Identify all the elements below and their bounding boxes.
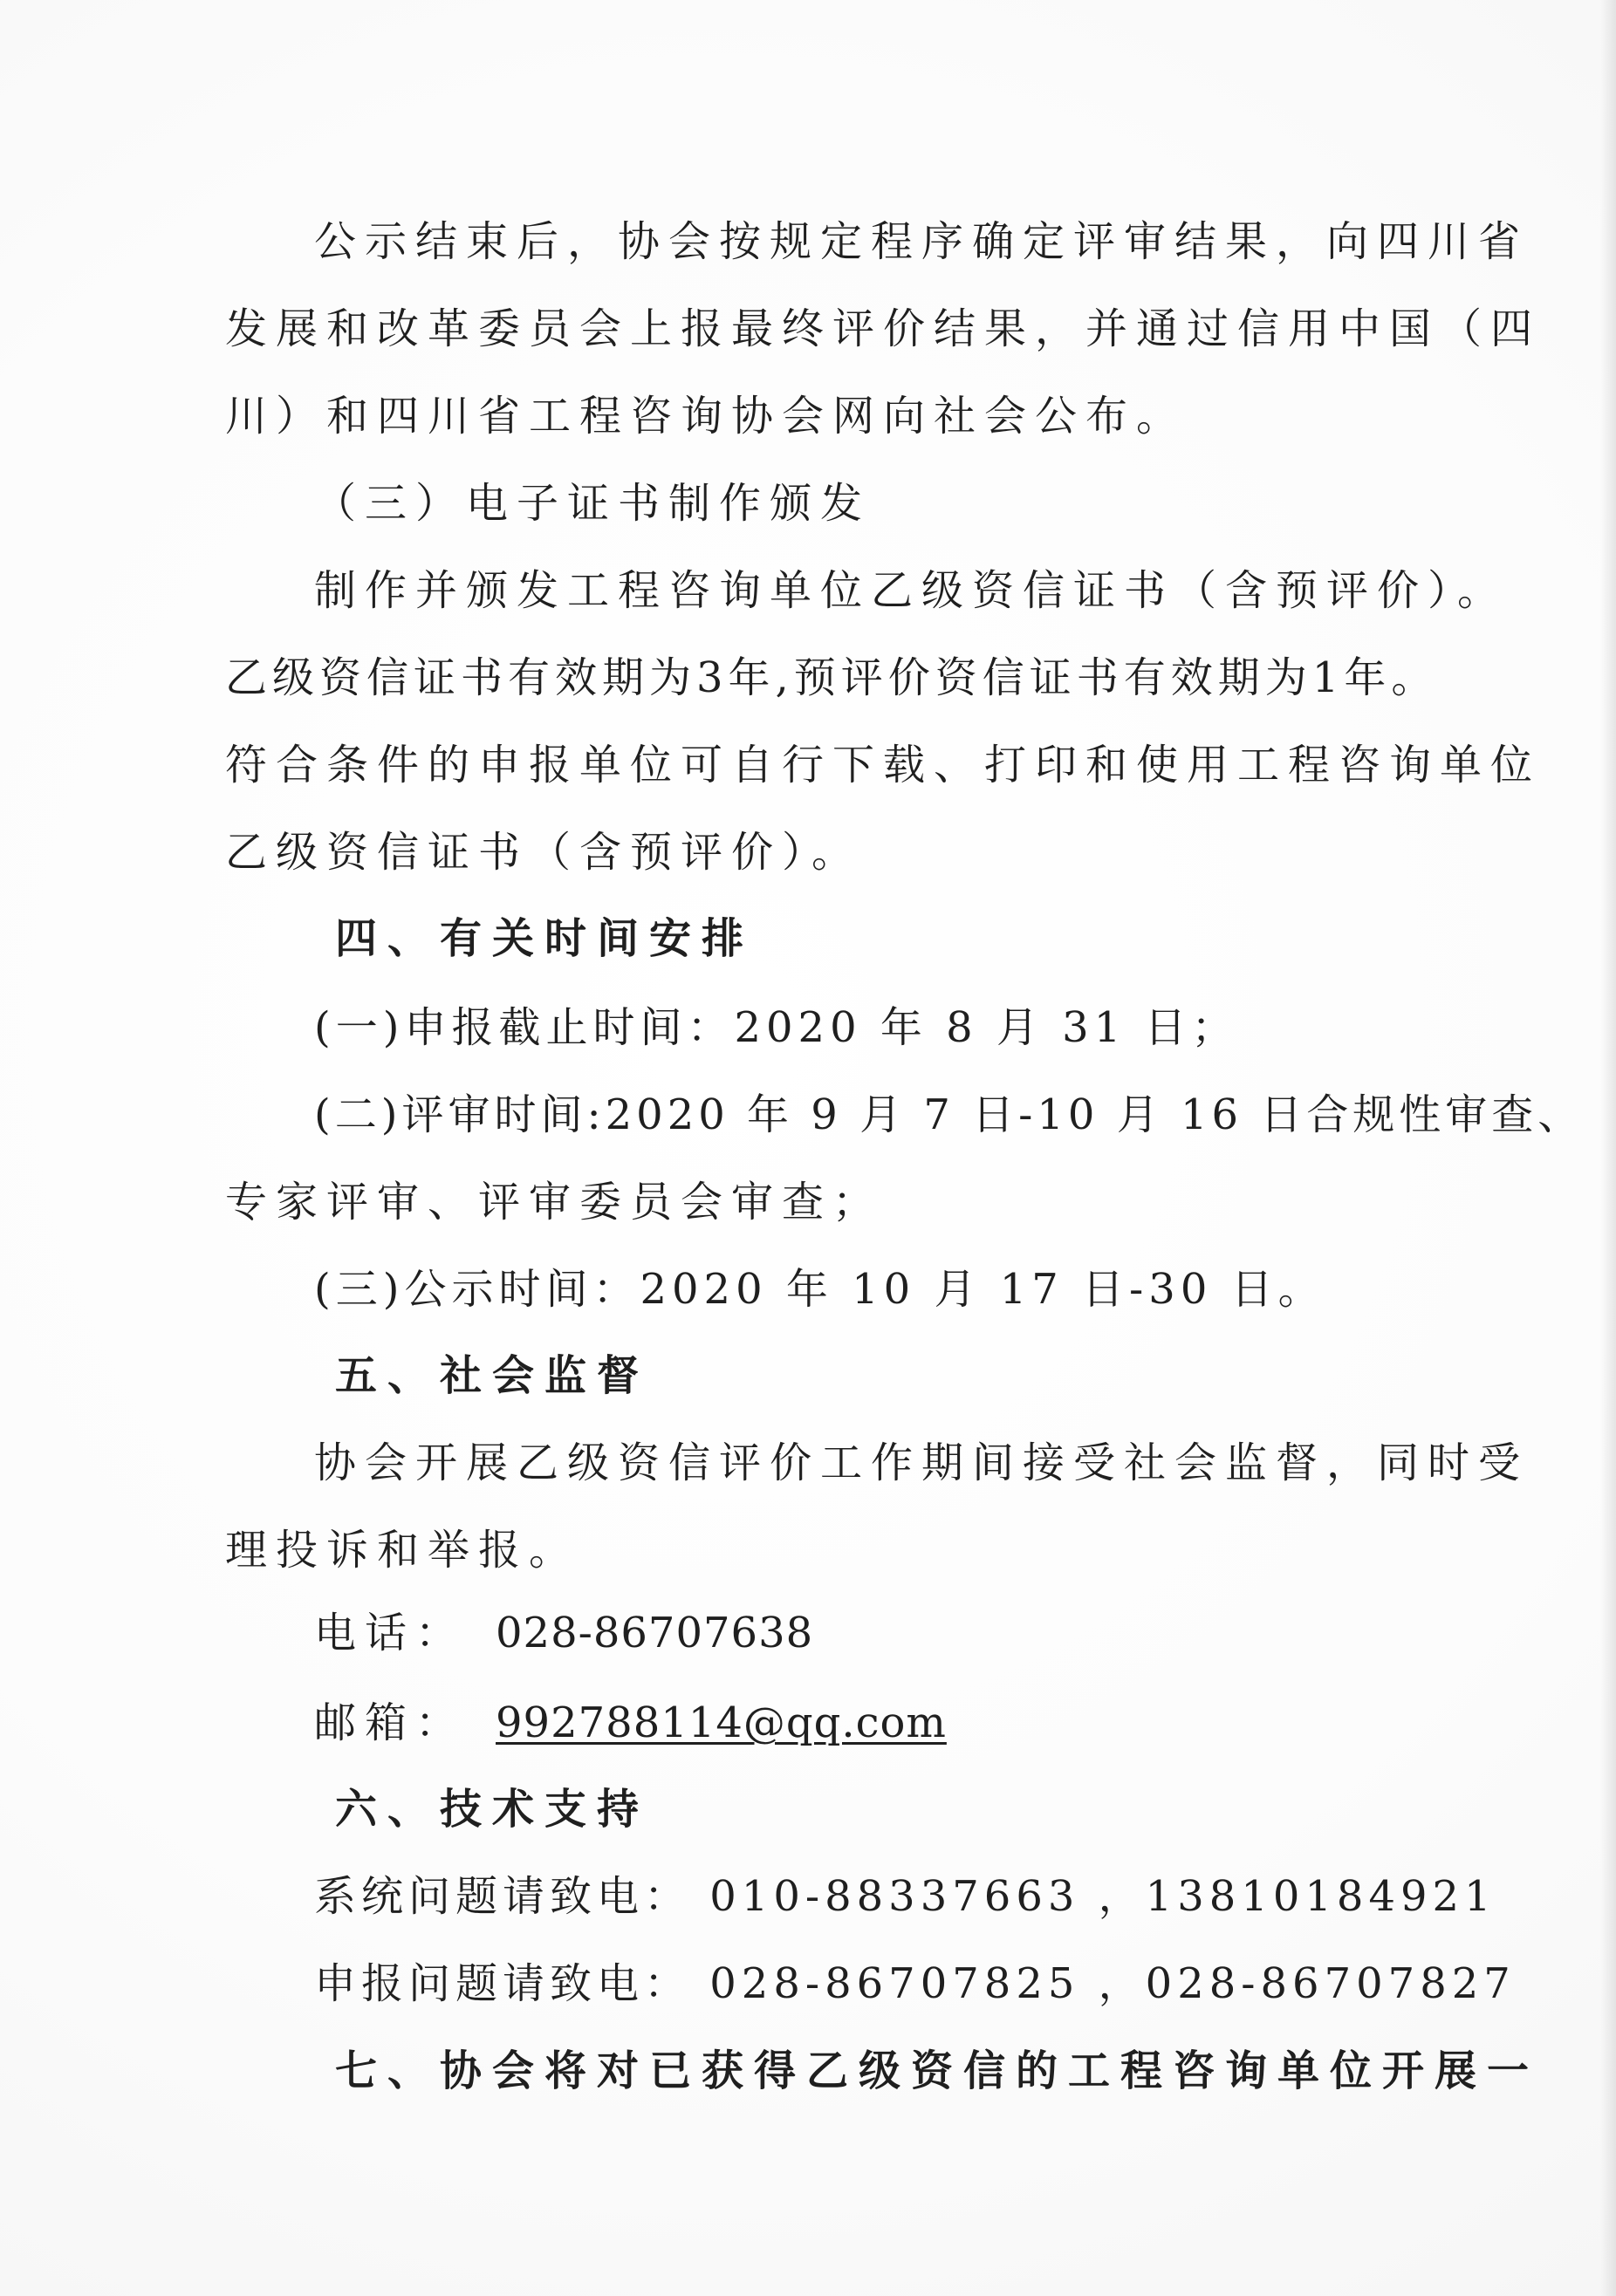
contact-phone (314, 1607, 813, 1659)
section-heading-support: 六、技术支持 (335, 1785, 650, 1834)
section-heading-supervision: 五、社会监督 (335, 1351, 650, 1400)
paragraph-line: 制作并颁发工程咨询单位乙级资信证书（含预评价）。 (314, 566, 1509, 615)
phone-label: 电话： (314, 1609, 467, 1657)
email-link[interactable]: 992788114@qq.com (496, 1698, 947, 1747)
support-application-phone: 申报问题请致电： 028-86707825 ，028-86707827 (314, 1959, 1516, 2008)
subsection-heading: （三）电子证书制作颁发 (314, 479, 872, 528)
contact-email (314, 1697, 947, 1749)
paragraph-line: 发展和改革委员会上报最终评价结果，并通过信用中国（四 (225, 304, 1542, 353)
section-heading-seven: 七、协会将对已获得乙级资信的工程咨询单位开展一 (335, 2047, 1540, 2095)
paragraph-line: 乙级资信证书有效期为3年,预评价资信证书有效期为1年。 (225, 653, 1439, 702)
schedule-item-review: (二)评审时间:2020 年 9 月 7 日-10 月 16 日合规性审查、 (314, 1090, 1585, 1139)
support-system-phone: 系统问题请致电： 010-88337663 ，13810184921 (314, 1872, 1496, 1921)
schedule-item-publicity: (三)公示时间：2020 年 10 月 17 日-30 日。 (314, 1265, 1325, 1314)
schedule-item-deadline: (一)申报截止时间：2020 年 8 月 31 日； (314, 1003, 1239, 1052)
phone-value: 028-86707638 (496, 1609, 814, 1657)
email-label: 邮箱： (314, 1698, 467, 1747)
paragraph-line: 理投诉和举报。 (225, 1526, 580, 1575)
section-heading-schedule: 四、有关时间安排 (335, 914, 755, 963)
page-edge-shadow (1600, 0, 1616, 2296)
paragraph-line: 公示结束后，协会按规定程序确定评审结果，向四川省 (314, 217, 1530, 266)
paragraph-line: 符合条件的申报单位可自行下载、打印和使用工程咨询单位 (225, 741, 1542, 789)
paragraph-line: 川）和四川省工程咨询协会网向社会公布。 (225, 392, 1188, 441)
paragraph-line: 协会开展乙级资信评价工作期间接受社会监督，同时受 (314, 1438, 1530, 1487)
paragraph-line: 乙级资信证书（含预评价）。 (225, 828, 863, 877)
schedule-item-review-cont: 专家评审、评审委员会审查； (225, 1178, 884, 1227)
